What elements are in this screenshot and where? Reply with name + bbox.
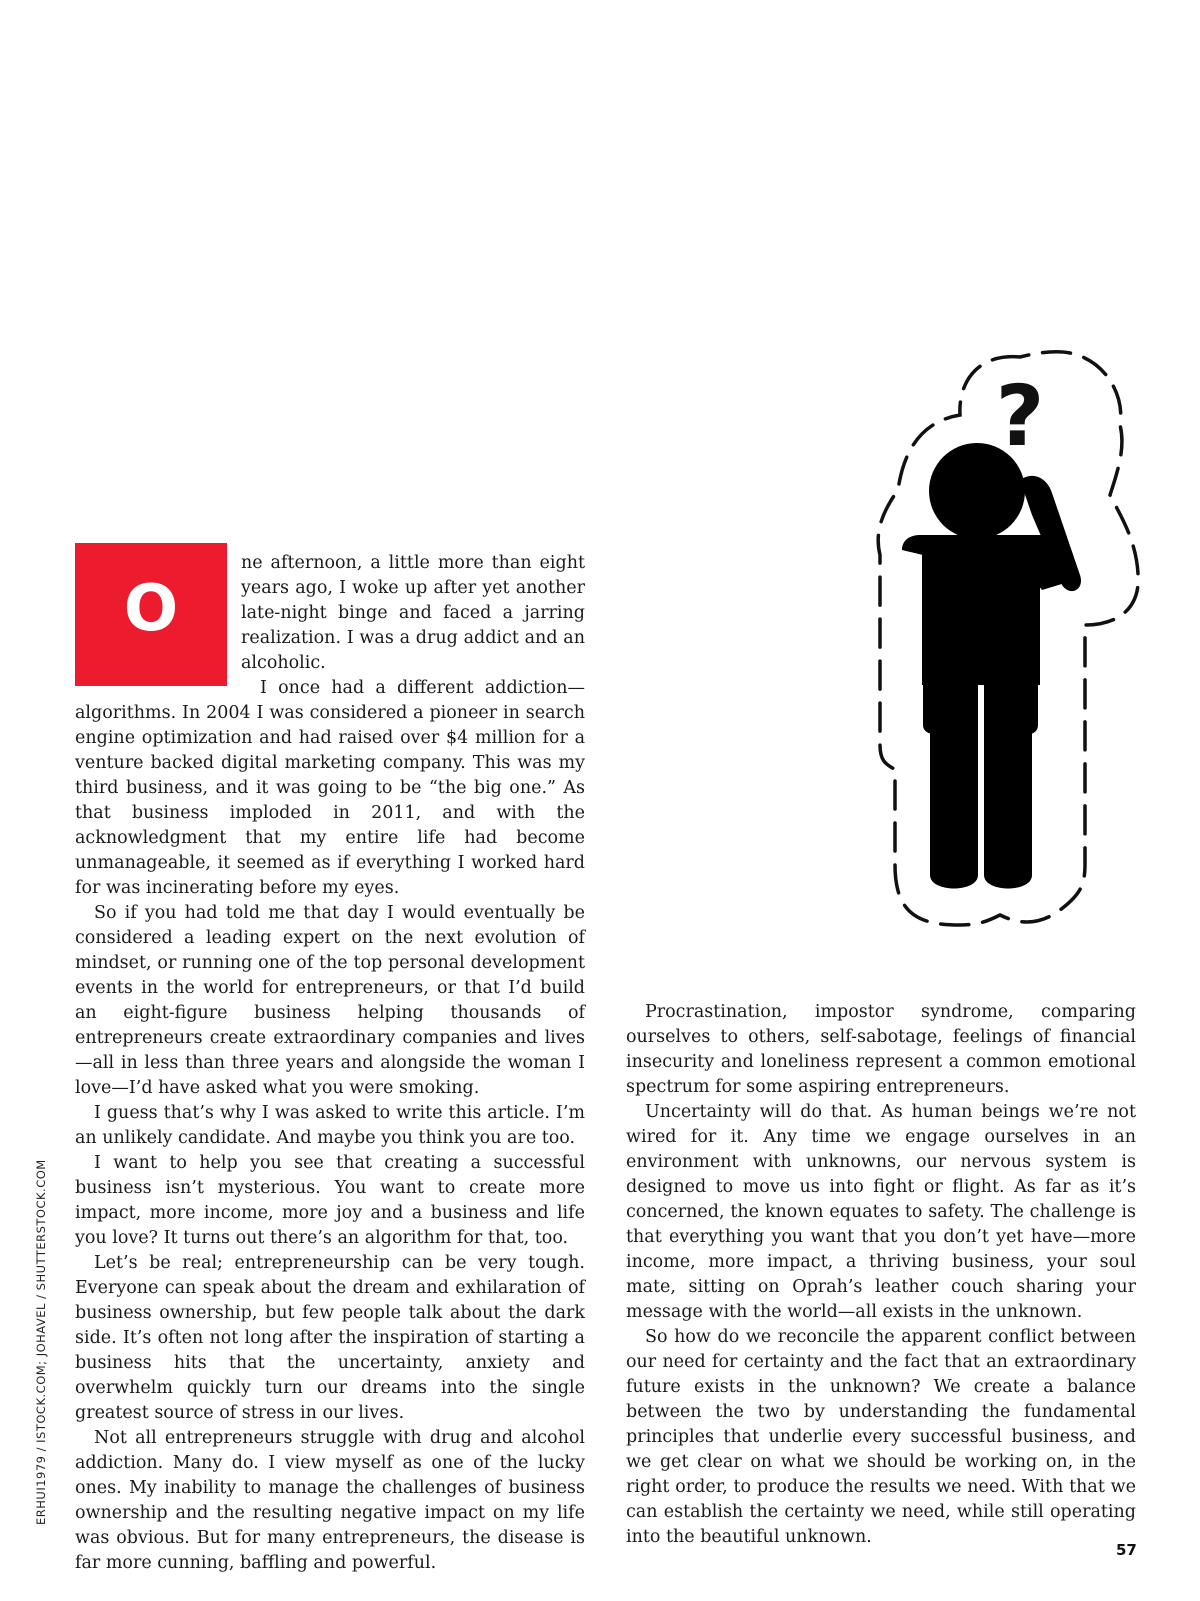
body-paragraph: ne afternoon, a little more than eight years ago, I woke up after yet another late-night binge and faced a jarring realization. I was a drug addict and an alcoholic.: [241, 553, 585, 673]
page-number: 57: [1116, 1541, 1137, 1559]
right-leg-shape: [984, 675, 1032, 889]
right-column: [626, 1000, 1136, 1550]
body-paragraph: So if you had told me that day I would eventually be considered a leading expert on the next evolution of mindset, or running one of the top personal development events in the world for entrepreneurs, or that I’d build an eight-figure business helping thousands of entrepreneurs create extraordinary companies and lives—all in less than three years and alongside the woman I love—I’d have asked what you were smoking.: [75, 903, 585, 1098]
photo-credit: ERHUI1979 / ISTOCK.COM; JOHAVEL / SHUTTERSTOCK.COM: [34, 1159, 48, 1525]
body-paragraph: Let’s be real; entrepreneurship can be very tough. Everyone can speak about the dream and exhilaration of business ownership, but few people talk about the dark side. It’s often not long after the inspiration of starting a business hits that the uncertainty, anxiety and overwhelm quickly turn our dreams into the single greatest source of stress in our lives.: [75, 1253, 585, 1423]
body-paragraph: I guess that’s why I was asked to write this article. I’m an unlikely candidate. And maybe you think you are too.: [75, 1103, 585, 1148]
body-paragraph: I once had a different addiction—algorithms. In 2004 I was considered a pioneer in search engine optimization and had raised over $4 million for a venture backed digital marketing company. This was my third business, and it was going to be “the big one.” As that business imploded in 2011, and with the acknowledgment that my entire life had become unmanageable, it seemed as if everything I worked hard for was incinerating before my eyes.: [75, 678, 585, 898]
question-mark-icon: ?: [995, 367, 1045, 465]
body-paragraph: So how do we reconcile the apparent conflict between our need for certainty and the fact that an extraordinary future exists in the unknown? We create a balance between the two by understanding the fundamental principles that underlie every successful business, and we get clear on what we should be working on, in the right order, to produce the results we need. With that we can establish the certainty we need, while still operating into the beautiful unknown.: [626, 1327, 1136, 1547]
body-paragraph: Uncertainty will do that. As human beings we’re not wired for it. Any time we engage ourselves in an environment with unknowns, our nervous system is designed to move us into fight or flight. As far as it’s concerned, the known equates to safety. The challenge is that everything you want that you don’t yet have—more income, more impact, a thriving business, your soul mate, sitting on Oprah’s leather couch sharing your message with the world—all exists in the unknown.: [626, 1102, 1136, 1322]
body-paragraph: I want to help you see that creating a successful business isn’t mysterious. You want to create more impact, more income, more joy and a business and life you love? It turns out there’s an algorithm for that, too.: [75, 1153, 585, 1248]
left-leg-shape: [930, 675, 978, 889]
body-paragraph: Procrastination, impostor syndrome, comparing ourselves to others, self-sabotage, feelings of financial insecurity and loneliness represent a common emotional spectrum for some aspiring entrepreneurs.: [626, 1002, 1136, 1097]
body-shape: [922, 535, 1040, 685]
drop-cap: [75, 543, 227, 686]
drop-cap-letter: O: [123, 572, 179, 646]
body-paragraph: Not all entrepreneurs struggle with drug and alcohol addiction. Many do. I view myself as one of the lucky ones. My inability to manage the challenges of business ownership and the resulting negative impact on my life was obvious. But for many entrepreneurs, the disease is far more cunning, baffling and powerful.: [75, 1428, 585, 1573]
confused-person-icon: [870, 345, 1160, 965]
left-column: [75, 551, 585, 1576]
